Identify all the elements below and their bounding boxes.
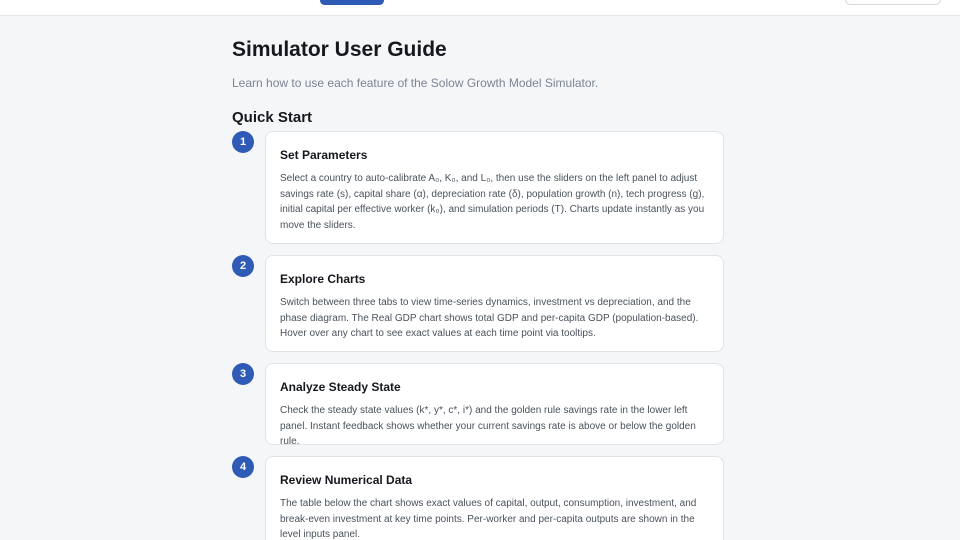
step-number-badge: 3 (232, 363, 254, 385)
step-title: Analyze Steady State (280, 380, 401, 394)
step-card (265, 456, 724, 540)
page-subtitle: Learn how to use each feature of the Solow Growth Model Simulator. (232, 76, 599, 90)
step-description: Switch between three tabs to view time-series dynamics, investment vs depreciation, and the phase diagram. The Real GDP chart shows total GDP and per-capita GDP (population-based). Hover over any chart to see exact values at each time point via tooltips. (280, 297, 699, 340)
nav-tab-active[interactable] (320, 0, 384, 5)
top-right-button[interactable] (845, 0, 941, 5)
step-number-badge: 1 (232, 131, 254, 153)
step-title: Review Numerical Data (280, 473, 413, 487)
step-card (265, 131, 724, 244)
step-title: Explore Charts (280, 272, 366, 286)
top-nav-bar (0, 0, 960, 16)
user-guide-content (232, 36, 732, 128)
step-description: The table below the chart shows exact values of capital, output, consumption, investment, and break-even investment at key time points. Per-worker and per-capita outputs are shown in the level inputs panel. (280, 498, 697, 540)
step-card (265, 363, 724, 448)
step-description: Select a country to auto-calibrate A₀, K₀, and L₀, then use the sliders on the left panel to adjust savings rate (s), capital share (α), depreciation rate (δ), population growth (n), tech progress (g), initial capital per effective worker (k₀), and simulation periods (T). Charts update instantly as you move the sliders. (280, 173, 705, 231)
step-description: Check the steady state values (k*, y*, c*, i*) and the golden rule savings rate in the lower left panel. Instant feedback shows whether your current savings rate is above or below the golden rule. (280, 405, 696, 448)
step-number-badge: 2 (232, 255, 254, 277)
step-number-badge: 4 (232, 456, 254, 478)
section-title-quick-start: Quick Start (232, 109, 313, 126)
step-card (265, 255, 724, 352)
step-title: Set Parameters (280, 148, 368, 162)
page-title: Simulator User Guide (232, 38, 447, 61)
